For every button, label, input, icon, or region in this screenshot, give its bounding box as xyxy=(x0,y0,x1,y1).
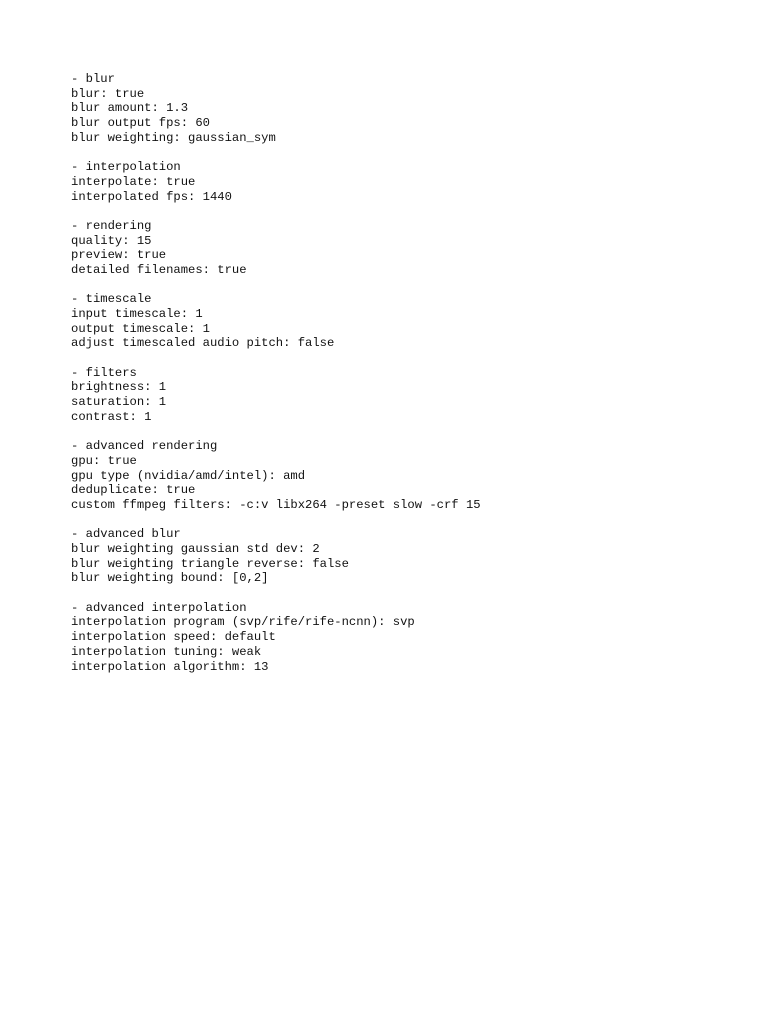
setting-line: gpu type (nvidia/amd/intel): amd xyxy=(71,468,306,483)
setting-line: blur weighting: gaussian_sym xyxy=(71,130,276,145)
setting-line: saturation: 1 xyxy=(71,395,167,410)
section-header: - rendering xyxy=(71,218,152,233)
setting-line: adjust timescaled audio pitch: false xyxy=(71,336,335,351)
setting-line: contrast: 1 xyxy=(71,409,152,424)
setting-line: input timescale: 1 xyxy=(71,307,203,321)
setting-line: detailed filenames: true xyxy=(71,262,247,277)
section-header: - timescale xyxy=(71,292,152,307)
setting-line: output timescale: 1 xyxy=(71,321,210,336)
setting-line: blur: true xyxy=(71,86,145,101)
setting-line: interpolation program (svp/rife/rife-ncnn): svp xyxy=(71,615,415,630)
section-advanced-rendering xyxy=(71,439,751,512)
setting-line: interpolation speed: default xyxy=(71,630,276,645)
setting-line: blur weighting gaussian std dev: 2 xyxy=(71,542,320,556)
section-header: - filters xyxy=(71,365,137,380)
setting-line: gpu: true xyxy=(71,453,137,468)
setting-line: deduplicate: true xyxy=(71,483,196,498)
section-interpolation xyxy=(71,160,751,204)
section-advanced-blur xyxy=(71,527,751,586)
section-rendering xyxy=(71,219,751,278)
setting-line: preview: true xyxy=(71,248,167,263)
setting-line: quality: 15 xyxy=(71,233,152,248)
setting-line: interpolate: true xyxy=(71,174,196,189)
setting-line: custom ffmpeg filters: -c:v libx264 -preset slow -crf 15 xyxy=(71,497,481,512)
setting-line: blur weighting triangle reverse: false xyxy=(71,556,349,571)
setting-line: interpolation algorithm: 13 xyxy=(71,659,269,674)
section-filters xyxy=(71,366,751,425)
section-header: - blur xyxy=(71,72,115,86)
setting-line: blur output fps: 60 xyxy=(71,116,210,131)
section-header: - interpolation xyxy=(71,160,181,175)
section-header: - advanced interpolation xyxy=(71,600,247,615)
section-timescale xyxy=(71,292,751,351)
section-advanced-interpolation xyxy=(71,601,751,674)
setting-line: blur amount: 1.3 xyxy=(71,101,189,116)
section-blur xyxy=(71,72,751,145)
setting-line: blur weighting bound: [0,2] xyxy=(71,571,269,586)
section-header: - advanced rendering xyxy=(71,439,218,454)
setting-line: interpolated fps: 1440 xyxy=(71,189,232,204)
section-header: - advanced blur xyxy=(71,527,181,542)
config-document xyxy=(71,72,751,689)
setting-line: interpolation tuning: weak xyxy=(71,644,262,659)
setting-line: brightness: 1 xyxy=(71,380,167,395)
